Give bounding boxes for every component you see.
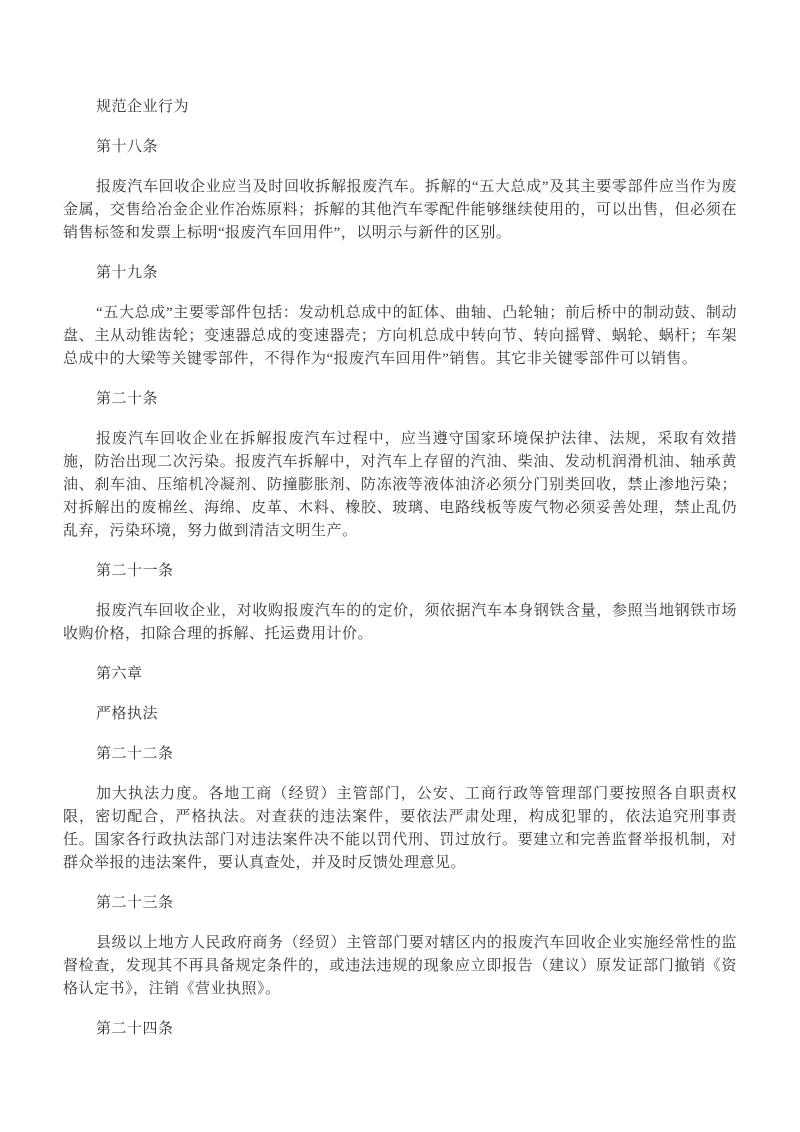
body-paragraph: “五大总成”主要零部件包括：发动机总成中的缸体、曲轴、凸轮轴；前后桥中的制动鼓、制动盘、主从动锥齿轮；变速器总成的变速器壳；方向机总成中转向节、转向摇臂、蜗轮、蜗杆；车架总成中的大梁等关键零部件，不得作为“报废汽车回用件”销售。其它非关键零部件可以销售。 bbox=[63, 305, 737, 367]
article-heading: 第十八条 bbox=[96, 139, 159, 155]
article-heading: 第二十四条 bbox=[96, 1021, 174, 1037]
article-heading: 第二十三条 bbox=[96, 895, 174, 911]
article-heading: 第十九条 bbox=[96, 265, 159, 281]
article-heading: 第二十条 bbox=[96, 391, 159, 407]
body-paragraph: 县级以上地方人民政府商务（经贸）主管部门要对辖区内的报废汽车回收企业实施经常性的监督检查，发现其不再具备规定条件的，或违法违规的现象应立即报告（建议）原发证部门撤销《资格认定书》，注销《营业执照》。 bbox=[63, 935, 737, 997]
section-heading: 规范企业行为 bbox=[96, 99, 190, 115]
body-paragraph: 加大执法力度。各地工商（经贸）主管部门，公安、工商行政等管理部门要按照各自职责权限，密切配合，严格执法。对查获的违法案件，要依法严肃处理，构成犯罪的，依法追究刑事责任。国家各行政执法部门对违法案件决不能以罚代刑、罚过放行。要建立和完善监督举报机制，对群众举报的违法案件，要认真查处，并及时反馈处理意见。 bbox=[63, 786, 737, 871]
body-paragraph: 报废汽车回收企业应当及时回收拆解报废汽车。拆解的“五大总成”及其主要零部件应当作为废金属，交售给冶金企业作冶炼原料；拆解的其他汽车零配件能够继续使用的，可以出售，但必须在销售标签和发票上标明“报废汽车回用件”，以明示与新件的区别。 bbox=[63, 179, 737, 241]
body-paragraph: 报废汽车回收企业，对收购报废汽车的的定价，须依据汽车本身钢铁含量，参照当地钢铁市场收购价格，扣除合理的拆解、托运费用计价。 bbox=[63, 603, 737, 642]
article-heading: 第二十一条 bbox=[96, 563, 174, 579]
body-paragraph: 报废汽车回收企业在拆解报废汽车过程中，应当遵守国家环境保护法律、法规，采取有效措施，防治出现二次污染。报废汽车拆解中，对汽车上存留的汽油、柴油、发动机润滑机油、轴承黄油、刹车油、压缩机冷凝剂、防撞膨胀剂、防冻液等液体油济必须分门别类回收，禁止渗地污染；对拆解出的废棉丝、海绵、皮革、木料、橡胶、玻璃、电路线板等废气物必须妥善处理，禁止乱仍乱弃，污染环境，努力做到清洁文明生产。 bbox=[63, 431, 737, 539]
article-heading: 第二十二条 bbox=[96, 746, 174, 762]
chapter-title: 严格执法 bbox=[96, 706, 159, 722]
chapter-heading: 第六章 bbox=[96, 666, 143, 682]
